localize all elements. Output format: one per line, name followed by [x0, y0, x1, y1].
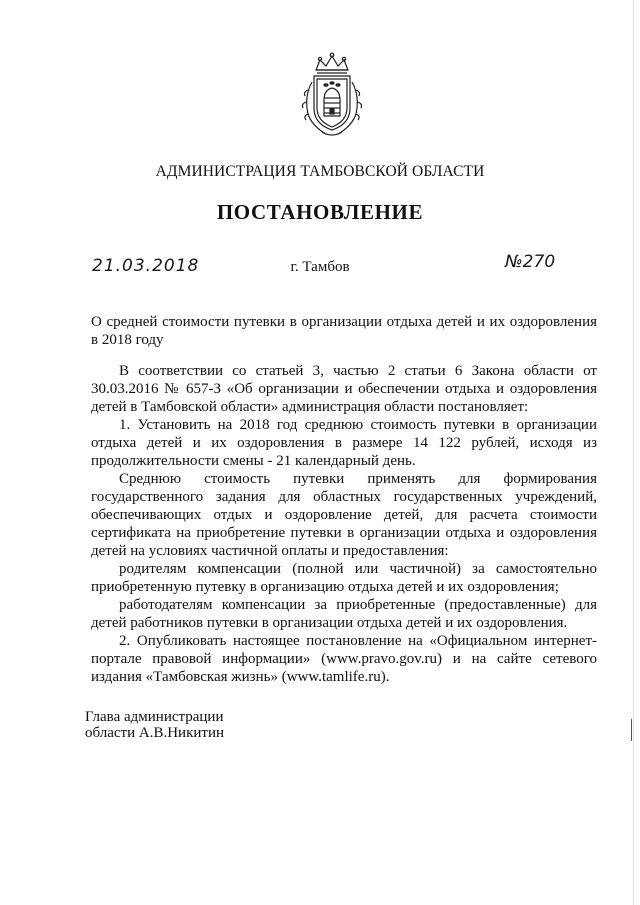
paragraph-parents-compensation: родителям компенсации (полной или частичной) за самостоятельно приобретенную путевку в организацию отдыха детей и их оздоровления; — [91, 561, 597, 595]
signature-name: области А.В.Никитин — [85, 725, 225, 741]
handwritten-date: 21.03.2018 — [92, 256, 200, 276]
organization-title: АДМИНИСТРАЦИЯ ТАМБОВСКОЙ ОБЛАСТИ — [155, 163, 485, 180]
document-body — [91, 362, 597, 686]
margin-mark — [631, 719, 632, 741]
document-type-title: ПОСТАНОВЛЕНИЕ — [216, 200, 424, 224]
tambov-coat-of-arms-icon — [296, 52, 368, 138]
scan-edge-line — [633, 0, 634, 905]
signature-block — [85, 709, 224, 741]
document-subject: О средней стоимости путевки в организации отдыха детей и их оздоровления в 2018 году — [91, 314, 597, 348]
city-label: г. Тамбов — [290, 259, 350, 275]
paragraph-employers-compensation: работодателям компенсации за приобретенные (предоставленные) для детей работников путевки в организации отдыха детей и их оздоровления. — [91, 597, 597, 631]
paragraph-usage: Среднюю стоимость путевки применять для формирования государственного задания для областных государственных учреждений, обеспечивающих отдых и оздоровление детей, для расчета стоимости сертификата на приобретение путевки в организации отдыха и оздоровления детей на условиях частичной оплаты и предоставления: — [91, 471, 597, 559]
paragraph-item-1: 1. Установить на 2018 год среднюю стоимость путевки в организации отдыха детей и их оздоровления в размере 14 122 рублей, исходя из продолжительности смены - 21 календарный день. — [91, 417, 597, 469]
signature-title: Глава администрации — [85, 709, 224, 725]
paragraph-item-2: 2. Опубликовать настоящее постановление на «Официальном интернет-портале правовой информации» (www.pravo.gov.ru) и на сайте сетевого издания «Тамбовская жизнь» (www.tamlife.ru). — [91, 633, 597, 685]
handwritten-document-number: №270 — [505, 252, 556, 272]
paragraph-preamble: В соответствии со статьей 3, частью 2 статьи 6 Закона области от 30.03.2016 № 657-З «Об организации и обеспечении отдыха и оздоровления детей в Тамбовской области» администрация области постановляет: — [91, 363, 597, 415]
